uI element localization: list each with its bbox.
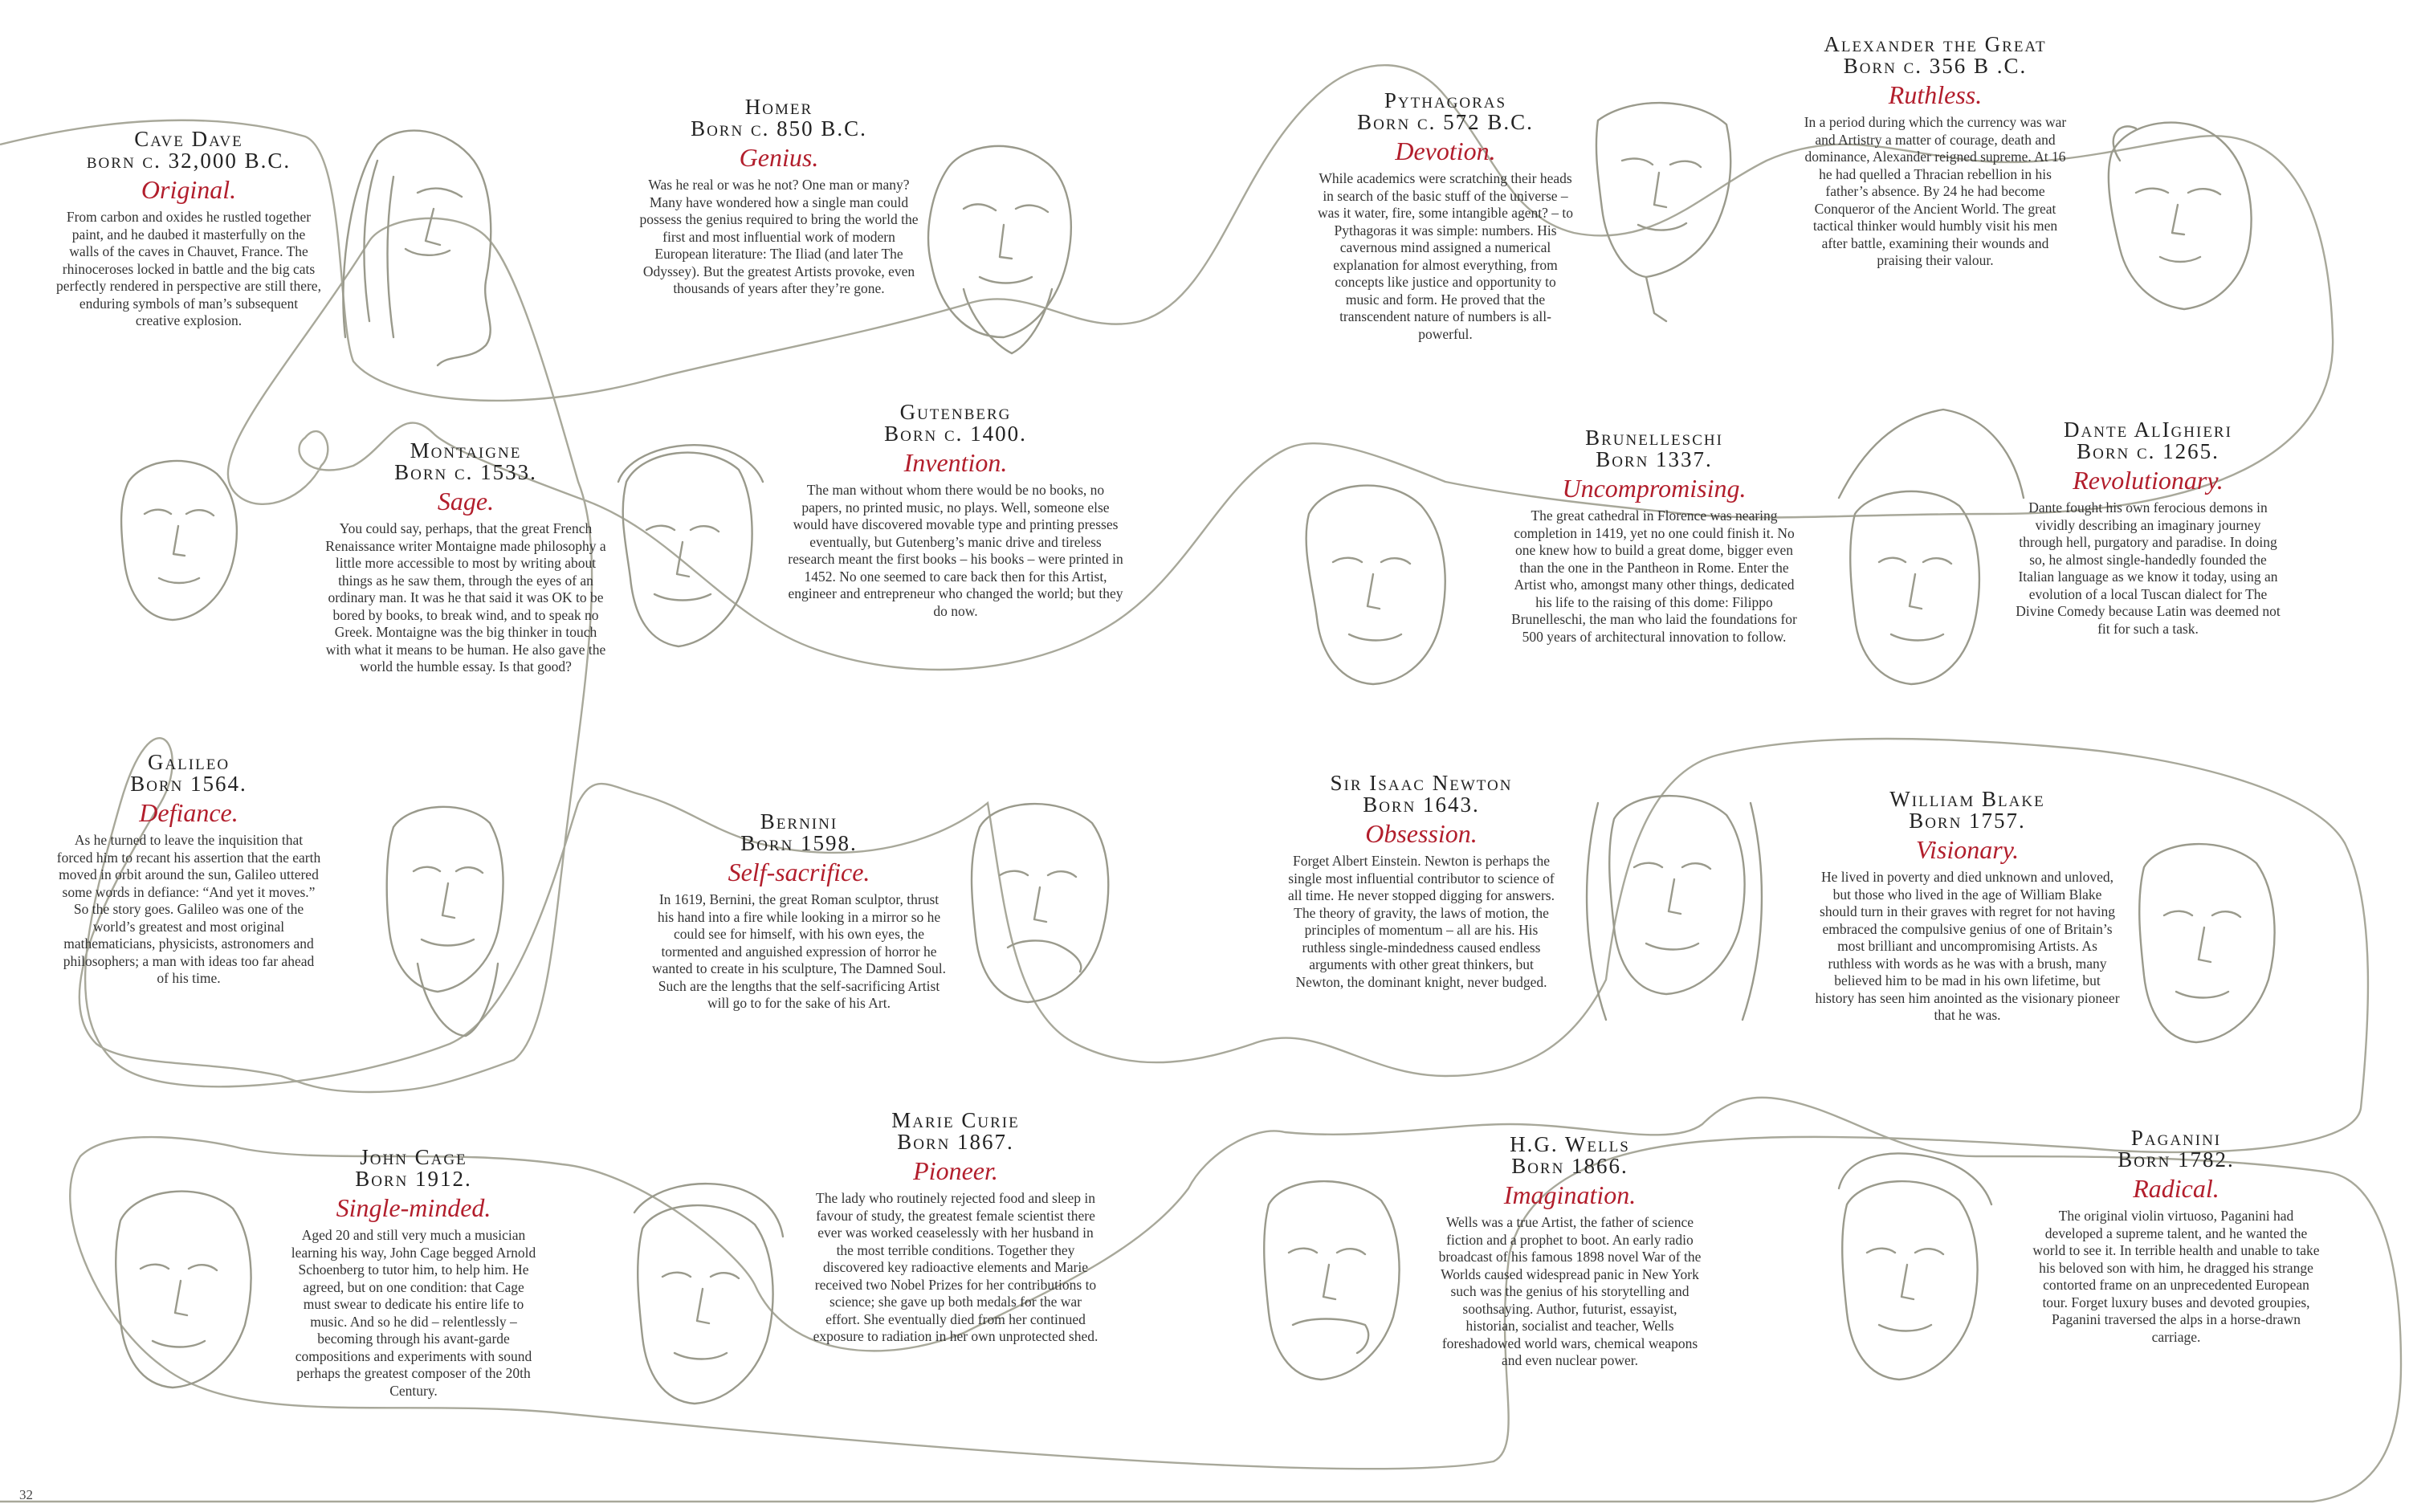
entry-gutenberg <box>787 401 1124 620</box>
entry-wells <box>1437 1134 1702 1370</box>
portrait-curie <box>634 1184 783 1404</box>
entry-text: Forget Albert Einstein. Newton is perhaps the single most influential contributor to science of all time. He never stopped digging for answers. The theory of gravity, the laws of motion, the principles of momentum – all are his. His ruthless single-mindedness caused endless arguments with other great thinkers, but Newton, the dominant knight, never budged. <box>1288 853 1555 990</box>
portrait-blake <box>2139 844 2274 1042</box>
entry-name: Alexander the Great <box>1824 32 2047 56</box>
entry-text: The lady who routinely rejected food and sleep in favour of study, the greatest female scientist there ever was worked ceaselessly with her husband in the most terrible conditions. Together they discovered key radioactive elements and Marie received two Nobel Prizes for her contributions to science; she gave up both medals for the war effort. She eventually died from her continued exposure to radiation in her own unprotected shed. <box>813 1190 1099 1344</box>
entry-name: John Cage <box>360 1145 467 1169</box>
entry-text: The great cathedral in Florence was nearing completion in 1419, yet no one could finish it. No one knew how to build a great dome, bigger even than the one in the Pantheon in Rome. Enter the Artist who, amongst many other things, dedicated his life to the raising of this dome: Filippo Brunelleschi, the man who laid the foundations for 500 years of architectural innovation to follow. <box>1511 507 1797 645</box>
entry-born: Born c. 572 B.C. <box>1357 110 1534 134</box>
entry-alexander <box>1799 34 2072 270</box>
entry-born: Born c. 356 B .C. <box>1843 54 2028 78</box>
entry-born: Born c. 1265. <box>2077 439 2219 463</box>
entry-paganini <box>2032 1127 2321 1346</box>
entry-text: In a period during which the currency was war and Artistry a matter of courage, death and dominance, Alexander reigned supreme. At 16 he had quelled a Thracian rebellion in his father’s absence. By 24 he had become Conqueror of the Ancient World. The great tactical thinker would humbly visit his men after battle, examining their wounds and praising their valour. <box>1804 114 2067 268</box>
entry-name: Dante AlIghieri <box>2064 418 2232 442</box>
entry-text: You could say, perhaps, that the great French Renaissance writer Montaigne made philosophy a little more accessible to most by writing about things as he saw them, through the eyes of an ordinary man. It was he that said it was OK to be bored by books, to break wind, and to speak no Greek. Montaigne was the big thinker in touch with what it means to be human. He also gave the world the humble essay. Is that good? <box>325 520 606 674</box>
entry-born: Born c. 1400. <box>884 422 1027 446</box>
entry-name: Brunelleschi <box>1585 426 1723 450</box>
entry-name: William Blake <box>1889 787 2045 811</box>
entry-blake <box>1815 789 2120 1025</box>
entry-text: While academics were scratching their heads in search of the basic stuff of the universe – was it water, fire, some intangible agent? – to Pythagoras it was simple: numbers. His cavernous mind assigned a numerical explanation for almost everything, from concepts like justice and opportunity to music and form. He proved that the transcendent nature of numbers is all-powerful. <box>1317 170 1574 342</box>
entry-brunelleschi <box>1510 427 1799 646</box>
portrait-newton <box>1587 796 1762 1020</box>
entry-born: Born 1757. <box>1909 809 2026 833</box>
entry-trait: Original. <box>141 175 237 204</box>
portrait-homer <box>928 146 1071 353</box>
entry-homer <box>634 96 923 298</box>
entry-name: Bernini <box>760 809 838 833</box>
entry-text: In 1619, Bernini, the great Roman sculptor, thrust his hand into a fire while looking in a mirror so he could see for himself, with his own eyes, the tormented and anguished expression of horror he wanted to create in his sculpture, The Damned Soul. Such are the lengths that the self-sacrificing Artist will go to for the sake of his Art. <box>651 891 947 1011</box>
entry-text: He lived in poverty and died unknown and unloved, but those who lived in the age of William Blake should turn in their graves with regret for not having embraced the compulsive genius of one of Britain’s most brilliant and uncompromising Artists. As ruthless with words as he was with a brush, many believed him to be mad in his own lifetime, but history has seen him anointed as the visionary pioneer that he was. <box>1815 869 2120 1023</box>
entry-dante <box>2016 419 2281 638</box>
entry-text: From carbon and oxides he rustled together paint, and he daubed it masterfully on the walls of the caves in Chauvet, France. The rhinoceroses locked in battle and the big cats perfectly rendered in perspective are still there, enduring symbols of man’s subsequent creative explosion. <box>56 209 321 328</box>
entry-curie <box>811 1110 1100 1346</box>
entry-trait: Sage. <box>437 487 495 516</box>
entry-text: Dante fought his own ferocious demons in vividly describing an imaginary journey through hell, purgatory and paradise. In doing so, he almost single-handedly founded the Italian language as we know it today, using an evolution of a local Tuscan dialect for The Divine Comedy because Latin was deemed not fit for such a task. <box>2016 499 2281 637</box>
entry-newton <box>1285 772 1558 991</box>
entry-galileo <box>56 752 321 988</box>
entry-name: Sir Isaac Newton <box>1330 771 1513 795</box>
entry-cage <box>289 1147 538 1400</box>
portrait-montaigne <box>121 461 237 620</box>
entry-born: Born 1337. <box>1596 447 1713 471</box>
entry-pythagoras <box>1317 90 1574 343</box>
entry-born: Born 1866. <box>1511 1154 1628 1178</box>
entry-bernini <box>650 811 948 1013</box>
entry-name: Marie Curie <box>891 1108 1020 1132</box>
entry-cave-dave <box>56 128 321 330</box>
entry-name: Homer <box>744 95 813 119</box>
portrait-dante <box>1839 410 2024 684</box>
portrait-pythagoras <box>1596 103 1730 321</box>
entry-born: Born 1782. <box>2118 1147 2235 1172</box>
entry-name: H.G. Wells <box>1510 1132 1630 1156</box>
entry-born: Born 1564. <box>130 772 247 796</box>
entry-name: Paganini <box>2130 1126 2222 1150</box>
portrait-paganini <box>1839 1153 1991 1380</box>
portrait-gutenberg <box>618 445 763 646</box>
entry-born: Born 1867. <box>897 1130 1014 1154</box>
entry-text: Aged 20 and still very much a musician learning his way, John Cage begged Arnold Schoenberg to tutor him, to help him. He agreed, but on one condition: that Cage must swear to dedicate his entire life to music. And so he did – relentlessly – becoming through his avant-garde compositions and experiments with sound perhaps the greatest composer of the 20th Century. <box>291 1227 536 1399</box>
entry-born: Born c. 1533. <box>394 460 537 484</box>
portrait-cage <box>116 1192 251 1388</box>
entry-name: Galileo <box>147 750 230 774</box>
entry-text: Wells was a true Artist, the father of science fiction and a prophet to boot. An early radio broadcast of his famous 1898 novel War of the Worlds caused widespread panic in New York such was the genius of his storytelling and soothsaying. Author, futurist, essayist, historian, socialist and teacher, Wells foreshadowed world wars, chemical weapons and even nuclear power. <box>1438 1214 1702 1368</box>
entry-trait: Invention. <box>903 448 1008 477</box>
entry-trait: Devotion. <box>1395 137 1496 165</box>
entry-trait: Pioneer. <box>913 1156 998 1185</box>
entry-text: As he turned to leave the inquisition that forced him to recant his assertion that the earth moved in orbit around the sun, Galileo uttered some words in defiance: “And yet it moves.” So the story goes. Galileo was one of the world’s greatest and most original mathematicians, physicists, astronomers and philosophers; a man with ideas too far ahead of his time. <box>56 832 321 986</box>
entry-name: Pythagoras <box>1384 88 1507 112</box>
entry-name: Cave Dave <box>134 127 243 151</box>
entry-trait: Self-sacrifice. <box>728 858 870 886</box>
page-number: 32 <box>19 1487 33 1502</box>
entry-text: The original violin virtuoso, Paganini had developed a supreme talent, and he wanted the world to see it. In terrible health and unable to take his beloved son with him, he dragged his strange contorted frame on an unprecedented European tour. Forget luxury buses and devoted groupies, Paganini traversed the alps in a horse-drawn carriage. <box>2032 1208 2320 1345</box>
entry-trait: Uncompromising. <box>1562 474 1747 503</box>
entry-text: Was he real or was he not? One man or many? Many have wondered how a single man could possess the genius required to bring the world the first and most influential work of modern European literature: The Iliad (and later The Odyssey). But the greatest Artists provoke, even thousands of years after they’re gone. <box>639 177 919 296</box>
entry-born: Born 1643. <box>1363 793 1480 817</box>
portrait-alexander <box>2109 123 2252 309</box>
entry-text: The man without whom there would be no books, no papers, no printed music, no plays. Well, someone else would have discovered movable type and printing presses eventually, but Gutenberg’s manic drive and tireless research meant the first books – his books – were printed in 1452. No one seemed to care back then for this Artist, engineer and entrepreneur who changed the world; but they do now. <box>788 482 1123 619</box>
entry-trait: Obsession. <box>1365 819 1478 848</box>
entry-montaigne <box>321 440 610 676</box>
entry-name: Montaigne <box>410 438 522 463</box>
portrait-galileo <box>387 807 503 1036</box>
entry-trait: Radical. <box>2133 1174 2219 1203</box>
entry-trait: Revolutionary. <box>2073 466 2224 495</box>
entry-trait: Genius. <box>739 143 819 172</box>
entry-born: Born 1598. <box>740 831 858 855</box>
entry-trait: Imagination. <box>1503 1180 1637 1209</box>
entry-trait: Visionary. <box>1915 835 2020 864</box>
entry-trait: Single-minded. <box>336 1193 491 1222</box>
portrait-wells <box>1264 1181 1399 1380</box>
entry-born: Born c. 850 B.C. <box>691 116 867 141</box>
portrait-brunelleschi <box>1306 486 1445 684</box>
entry-born: Born 1912. <box>355 1167 472 1191</box>
entry-trait: Defiance. <box>139 798 238 827</box>
entry-name: Gutenberg <box>899 400 1012 424</box>
entry-trait: Ruthless. <box>1888 80 1983 109</box>
entry-born: born c. 32,000 B.C. <box>86 149 291 173</box>
